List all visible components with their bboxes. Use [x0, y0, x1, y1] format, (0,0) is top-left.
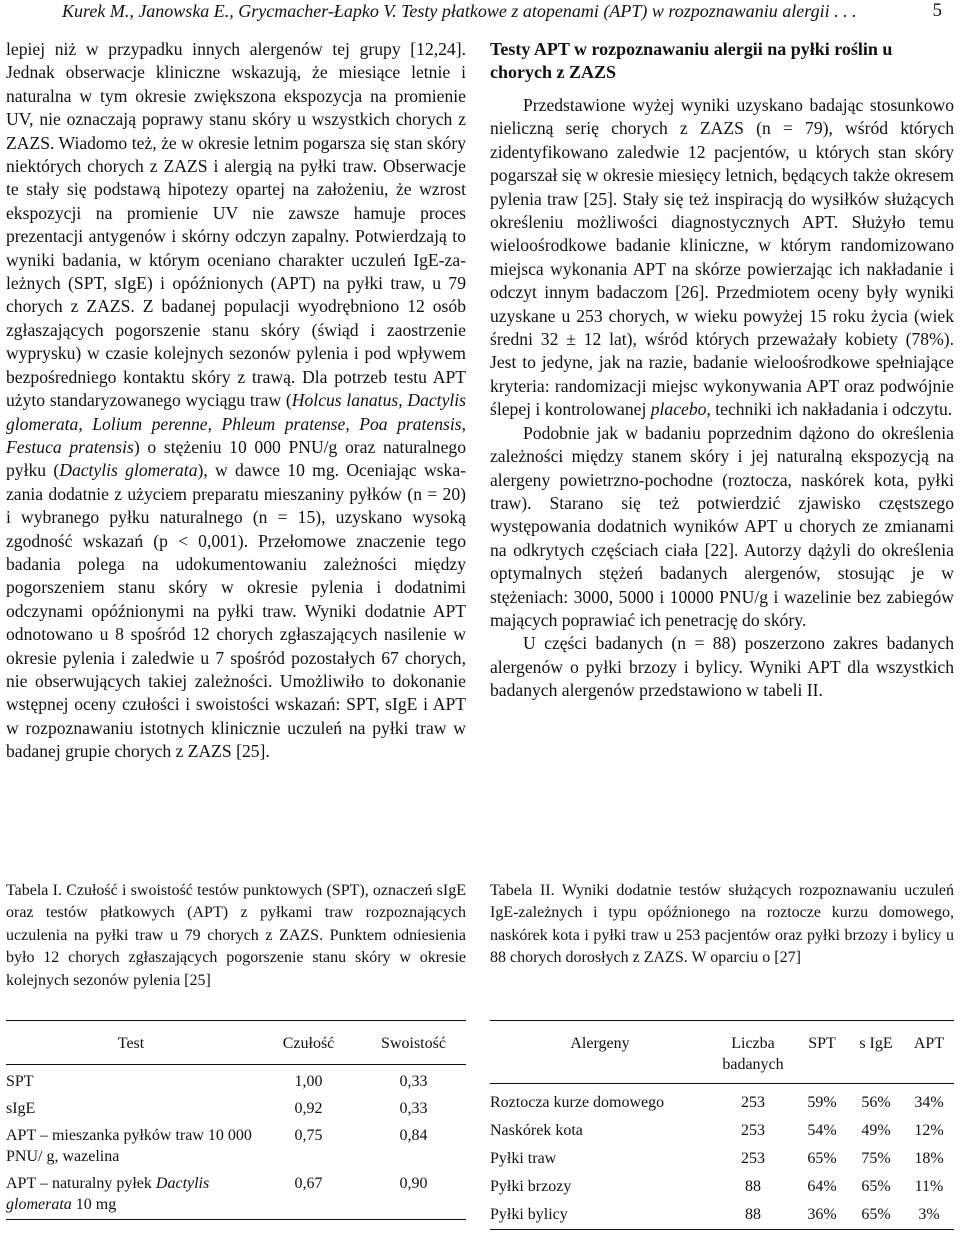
- left-paragraph: [6, 38, 466, 764]
- right-column: [490, 38, 954, 703]
- table2-cell-sige: 75%: [861, 1150, 891, 1167]
- right-paragraph: [490, 94, 954, 422]
- table2-cell-allergen: Pyłki bylicy: [490, 1206, 568, 1223]
- text-run: ), w dawce 10 mg. Oceniając wskazania dodatnie z użyciem preparatu mieszaniny pyłków (n = 20) i wybranego pyłku naturalnego (n = 15), uzyskano wysoką zgodność wskazań (p < 0,001). Przełomowe znaczenie tego badania polega na udokumentowaniu zależności między pogorszeniem stanu skóry w okresie pylenia i dodatnimi odczynami opóźnionymi na pyłki traw. Wyniki dodatnie APT odnotowano u 8 spośród 12 chorych zgłaszających nasilenie w okresie pylenia i zaledwie u 7 spośród pozostałych 67 chorych, nie obserwujących takiej zależności. Umożliwiło to dokonanie wstępnej oceny czułości i swoistości wskazań: SPT, sIgE i APT w rozpoznawaniu istotnych klinicznie uczuleń na pyłki traw w badanej grupie chorych z ZAZS [25].: [6, 460, 466, 762]
- table2-cell-apt: 18%: [914, 1150, 944, 1167]
- table2-cell-count: 88: [745, 1206, 761, 1223]
- italic-text-run: Dactylis glomerata: [59, 460, 198, 481]
- table2-cell-sige: 65%: [861, 1206, 891, 1223]
- text-run: APT – mieszanka pyłków traw 10 000 PNU/ g, wazelina: [6, 1127, 252, 1165]
- table2-cell-spt: 65%: [807, 1150, 837, 1167]
- right-paragraph: [490, 632, 954, 702]
- text-run: Podobnie jak w badaniu poprzednim dążono do określenia zależności między stanem skóry i jej naturalną ekspozycją na alergeny powietrzno-pochodne (roztocza, naskórek kota, pyłki traw). Starano się też potwierdzić zjawisko częstszego występowania dodatnich wyników APT u chorych ze zmianami na odkrytych częściach ciała [22]. Autorzy dążyli do określenia optymalnych stężeń badanych alergenów, stosując je w stężeniach: 3000, 5000 i 10000 PNU/g i wazelinie bez zabiegów mających poprawiać ich penetrację do skóry.: [490, 422, 954, 630]
- table2-row: [490, 1084, 954, 1118]
- table1-header-test: Test: [117, 1035, 145, 1052]
- table1-cell-test: [6, 1096, 256, 1123]
- table2-cell-apt: 3%: [918, 1206, 940, 1223]
- text-run: ) o stężeniu 10 000 PNU/g oraz naturalnego pyłku (: [6, 436, 466, 481]
- italic-text-run: Holcus lanatus, Dactylis glomerata, Lolium perenne, Phleum pratense, Poa pratensis, Festuca pratensis: [6, 390, 467, 457]
- table2-body: [490, 1084, 954, 1230]
- table2-cell-allergen: Roztocza kurze domowego: [490, 1094, 665, 1111]
- table1-cell-sensitivity: 0,75: [294, 1127, 323, 1144]
- table2-cell-sige: 56%: [861, 1094, 891, 1111]
- table1-header-specificity: Swoistość: [381, 1035, 446, 1052]
- table2-header-sige: s IgE: [859, 1035, 893, 1052]
- italic-text-run: Dactylis glomerata: [6, 1175, 210, 1213]
- table2-cell-count: 88: [745, 1178, 761, 1195]
- table2-cell-allergen: Naskórek kota: [490, 1122, 583, 1139]
- page-number: 5: [932, 0, 942, 21]
- table1-caption: Tabela I. Czułość i swoistość testów punktowych (SPT), oznaczeń sIgE oraz testów płatkowych (APT) z pyłkami traw rozpoznających uczulenia na pyłki traw u 79 chorych z ZAZS. Punktem odniesienia było 12 chorych zgłaszających pogorszenie stanu skóry w okresie kolejnych sezonów pylenia [25]: [6, 882, 466, 989]
- table2-row: [490, 1201, 954, 1230]
- table2-caption: Tabela II. Wyniki dodatnie testów służących rozpoznawaniu uczuleń IgE-zależnych i typu opóźnionego na roztocze kurzu domowego, naskórek kota i pyłki traw u 253 pacjentów oraz pyłki brzozy i bylicy u 88 chorych dorosłych z ZAZS. W oparciu o [27]: [490, 882, 954, 967]
- text-run: APT – naturalny pyłek: [6, 1175, 156, 1192]
- table2-cell-sige: 49%: [861, 1122, 891, 1139]
- table2-cell-spt: 64%: [807, 1178, 837, 1195]
- table2-header-row: [490, 1021, 954, 1084]
- table1: [6, 1020, 466, 1220]
- table2-header-apt: APT: [913, 1035, 945, 1052]
- table1-header-sensitivity: Czułość: [282, 1035, 335, 1052]
- table1-cell-test: [6, 1171, 256, 1220]
- text-run: , techniki ich nakładania i odczytu.: [706, 399, 953, 420]
- table2-cell-count: 253: [741, 1094, 765, 1111]
- table1-cell-specificity: 0,33: [399, 1100, 428, 1117]
- table1-cell-specificity: 0,90: [399, 1175, 428, 1192]
- left-column: [6, 38, 466, 764]
- table1-cell-sensitivity: 0,92: [294, 1100, 323, 1117]
- table2-cell-count: 253: [741, 1150, 765, 1167]
- table2-row: [490, 1173, 954, 1201]
- table1-row: [6, 1065, 466, 1097]
- text-run: SPT: [6, 1073, 34, 1090]
- table2-cell-apt: 11%: [914, 1178, 944, 1195]
- table1-row: [6, 1123, 466, 1171]
- table2-cell-spt: 36%: [807, 1206, 837, 1223]
- table1-cell-sensitivity: 0,67: [294, 1175, 323, 1192]
- text-run: 10 mg: [71, 1196, 117, 1213]
- text-run: lepiej niż w przypadku innych alergenów tej grupy [12,24]. Jednak obserwacje kliniczne wskazują, że miesiące letnie i naturalna w tym okresie zwiększona ekspozycja na promienie UV, nie oznaczają poprawy stanu skóry u wszystkich chorych z ZAZS. Wiadomo też, że w okresie letnim pogarsza się stan skóry niektórych chorych z ZAZS i alergią na pyłki traw. Obserwacje te stały się podstawą hipotezy opartej na założeniu, że wzrost ekspozycji na promienie UV nie zawsze hamuje proces prezentacji antygenów i skórny odczyn zapalny. Potwierdzają to wyniki badania, w którym oceniano charakter uczuleń IgE-zależnych (SPT, sIgE) i opóźnionych (APT) na pyłki traw, u 79 chorych z ZAZS. Z badanej populacji wyodrębniono 12 osób zgłaszających pogorszenie stanu skóry (świąd i zaostrzenie wyprysku) w czasie kolejnych sezonów pylenia i pod wpływem bezpośredniego kontaktu skóry z trawą. Dla potrzeb testu APT użyto standaryzowanego wyciągu traw (: [6, 39, 466, 411]
- table1-cell-test: [6, 1123, 256, 1171]
- section-title: Testy APT w rozpoznawaniu alergii na pyłki roślin u chorych z ZAZS: [490, 39, 893, 82]
- table2-row: [490, 1145, 954, 1173]
- table2-cell-count: 253: [741, 1122, 765, 1139]
- table2-cell-allergen: Pyłki brzozy: [490, 1178, 572, 1195]
- running-title: Kurek M., Janowska E., Grycmacher-Łapko V. Testy płatkowe z atopenami (APT) w rozpoznawaniu alergii . . .: [62, 1, 857, 21]
- table1-body: [6, 1065, 466, 1220]
- table2-cell-spt: 54%: [807, 1122, 837, 1139]
- text-run: sIgE: [6, 1100, 36, 1117]
- table2: [490, 1020, 954, 1230]
- text-run: U części badanych (n = 88) poszerzono zakres badanych alergenów o pyłki brzozy i bylicy. Wyniki APT dla wszystkich badanych alergenów przedstawiono w tabeli II.: [490, 633, 954, 701]
- table2-header-spt: SPT: [808, 1035, 836, 1052]
- table2-row: [490, 1117, 954, 1145]
- table1-cell-specificity: 0,84: [399, 1127, 428, 1144]
- table1-cell-sensitivity: 1,00: [294, 1073, 323, 1090]
- table2-header-allergens: Alergeny: [570, 1035, 630, 1052]
- running-header: [62, 0, 942, 26]
- table1-row: [6, 1096, 466, 1123]
- right-column-body: [490, 94, 954, 703]
- table2-cell-apt: 12%: [914, 1122, 944, 1139]
- table2-cell-spt: 59%: [807, 1094, 837, 1111]
- table1-header-row: [6, 1021, 466, 1065]
- table1-cell-test: [6, 1065, 256, 1097]
- table1-row: [6, 1171, 466, 1220]
- table2-cell-sige: 65%: [861, 1178, 891, 1195]
- table2-cell-apt: 34%: [914, 1094, 944, 1111]
- text-run: Przedstawione wyżej wyniki uzyskano badając stosunkowo nieliczną serię chorych z ZAZS (n = 79), wśród których zidentyfikowano zaledwie 12 pacjentów, u których stan skóry pogarszał się w okresie miesięcy letnich, będących także okresem pylenia traw [25]. Stały się też inspiracją do wysiłków służących określeniu możliwości diagnostycznych APT. Służyło temu wieloośrodkowe badanie kliniczne, w którym randomizowano miejsca wykonania APT na skórze powierzając ich nakładanie i odczyt innym badaczom [26]. Przedmiotem oceny były wyniki uzyskane u 253 chorych, w wieku powyżej 15 roku życia (wiek średni 32 ± 12 lat), wśród których przeważały kobiety (78%). Jest to jedyne, jak na razie, badanie wieloośrodkowe spełniające kryteria: randomizacji miejsc wykonywania APT oraz podwójnie ślepej i kontrolowanej: [490, 95, 954, 420]
- right-paragraph: [490, 422, 954, 633]
- italic-text-run: placebo: [650, 399, 707, 420]
- table2-header-count: Liczba badanych: [722, 1035, 784, 1073]
- table1-cell-specificity: 0,33: [399, 1073, 428, 1090]
- table2-cell-allergen: Pyłki traw: [490, 1150, 557, 1167]
